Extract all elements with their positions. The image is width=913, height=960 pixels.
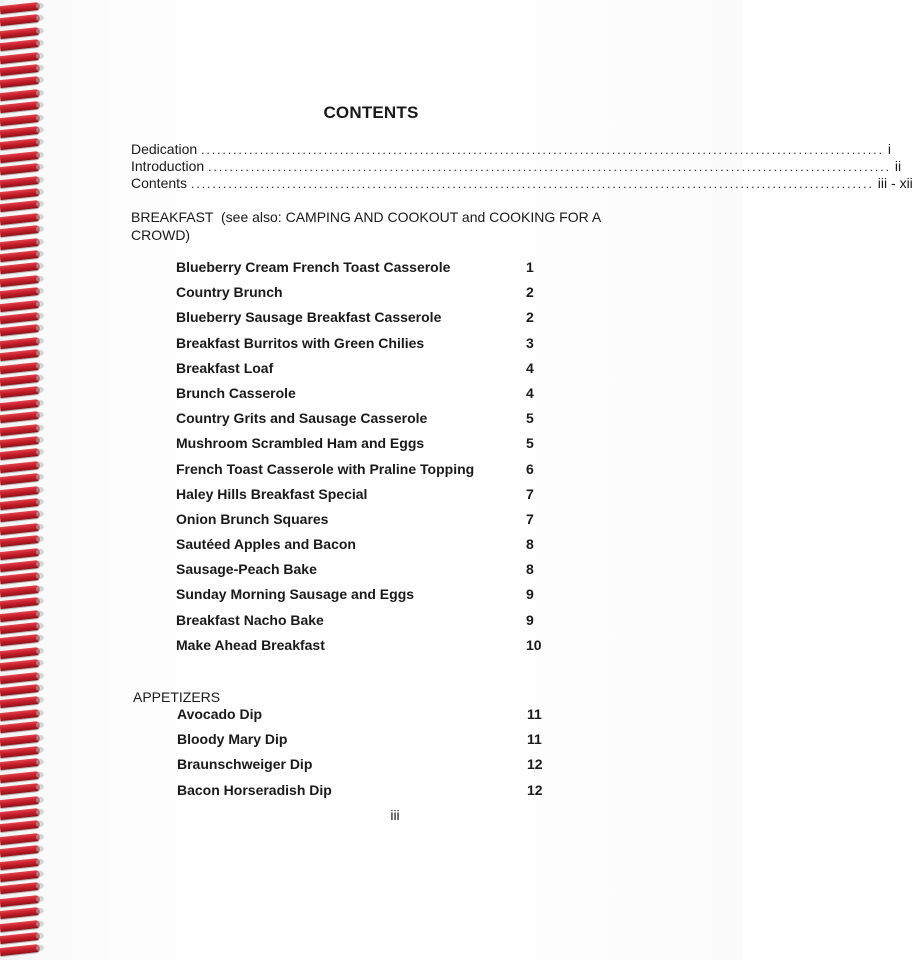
spiral-coil (0, 337, 40, 349)
recipe-page: 12 (527, 756, 543, 773)
appetizers-list (177, 706, 557, 807)
spiral-coil (0, 461, 40, 473)
front-matter-label: Introduction (131, 158, 205, 174)
recipe-name: Brunch Casserole (176, 384, 296, 401)
spiral-coil (0, 349, 40, 361)
front-matter-page: iii - xii (877, 175, 913, 191)
recipe-name: French Toast Casserole with Praline Topping (176, 460, 475, 477)
list-item (176, 335, 556, 360)
recipe-name: Blueberry Sausage Breakfast Casserole (176, 309, 442, 326)
spiral-coil (0, 138, 40, 150)
spiral-coil (0, 672, 40, 684)
spiral-coil (0, 597, 40, 609)
list-item (177, 706, 557, 731)
front-matter-label: Contents (131, 175, 188, 191)
spiral-coil (0, 560, 40, 572)
spiral-coil (0, 151, 40, 163)
recipe-page: 11 (527, 706, 542, 722)
recipe-name: Bloody Mary Dip (177, 731, 288, 748)
recipe-page: 5 (526, 410, 534, 427)
recipe-page: 2 (526, 284, 534, 301)
spiral-coil (0, 399, 40, 411)
recipe-name: Haley Hills Breakfast Special (176, 485, 368, 502)
recipe-page: 7 (526, 510, 534, 527)
spiral-coil (0, 498, 40, 510)
spiral-coil (0, 647, 40, 659)
front-matter-label: Dedication (131, 141, 198, 157)
recipe-name: Breakfast Loaf (176, 359, 274, 376)
spiral-coil (0, 870, 40, 882)
recipe-name: Blueberry Cream French Toast Casserole (176, 259, 451, 275)
spiral-coil (0, 300, 40, 312)
spiral-coil (0, 684, 40, 696)
front-matter-list (131, 141, 913, 192)
spiral-coil (0, 89, 40, 101)
list-item (176, 435, 556, 460)
recipe-page: 5 (526, 435, 534, 452)
recipe-name: Sunday Morning Sausage and Eggs (176, 586, 415, 603)
recipe-name: Mushroom Scrambled Ham and Eggs (176, 435, 425, 452)
recipe-name: Sautéed Apples and Bacon (176, 536, 356, 553)
spiral-coil (0, 696, 40, 708)
spiral-coil (0, 920, 40, 932)
list-item (176, 536, 556, 561)
spiral-coil (0, 14, 40, 26)
recipe-page: 9 (526, 611, 534, 628)
recipe-page: 8 (526, 536, 534, 553)
recipe-name: Onion Brunch Squares (176, 510, 329, 527)
recipe-name: Braunschweiger Dip (177, 756, 313, 773)
spiral-coil (0, 932, 40, 944)
spiral-coil (0, 386, 40, 398)
spiral-coil (0, 2, 40, 14)
spiral-coil (0, 200, 40, 212)
recipe-page: 12 (527, 781, 543, 798)
recipe-page: 7 (526, 485, 534, 502)
spiral-coil (0, 882, 40, 894)
list-item (176, 586, 556, 611)
spiral-coil (0, 659, 40, 671)
spiral-coil (0, 126, 40, 138)
list-item (176, 561, 556, 586)
spiral-coil (0, 585, 40, 597)
spiral-coil (0, 76, 40, 88)
recipe-name: Sausage-Peach Bake (176, 561, 317, 578)
spiral-coil (0, 424, 40, 436)
recipe-name: Make Ahead Breakfast (176, 636, 325, 653)
page-number: iii (390, 807, 400, 823)
spiral-coil (0, 250, 40, 262)
section-heading-breakfast (131, 208, 651, 244)
dot-leader: ................................................................................................................................ (201, 143, 884, 157)
spiral-coil (0, 238, 40, 250)
spiral-coil (0, 64, 40, 76)
recipe-name: Breakfast Burritos with Green Chilies (176, 334, 425, 351)
spiral-coil (0, 287, 40, 299)
spiral-coil (0, 895, 40, 907)
spiral-coil (0, 907, 40, 919)
recipe-name: Avocado Dip (177, 706, 263, 722)
spiral-coil (0, 572, 40, 584)
section-title: APPETIZERS (133, 689, 221, 705)
spiral-coil (0, 944, 40, 956)
spiral-coil (0, 721, 40, 733)
recipe-page: 3 (526, 334, 534, 351)
spiral-coil (0, 374, 40, 386)
recipe-page: 4 (526, 359, 534, 376)
section-note: (see also: CAMPING AND COOKOUT and COOKING FOR A CROWD) (131, 209, 601, 243)
spiral-coil (0, 436, 40, 448)
list-item (176, 637, 556, 662)
spiral-coil (0, 833, 40, 845)
list-item (177, 782, 557, 807)
spiral-coil (0, 52, 40, 64)
recipe-page: 9 (526, 586, 534, 603)
spiral-coil (0, 27, 40, 39)
dot-leader: ................................................................................................................................ (191, 177, 874, 191)
list-item (176, 360, 556, 385)
recipe-name: Country Grits and Sausage Casserole (176, 410, 428, 427)
spiral-coil (0, 225, 40, 237)
spiral-coil (0, 796, 40, 808)
recipe-name: Bacon Horseradish Dip (177, 781, 332, 798)
spiral-coil (0, 176, 40, 188)
spiral-coil (0, 548, 40, 560)
spiral-coil (0, 448, 40, 460)
spiral-coil (0, 634, 40, 646)
front-matter-row (131, 141, 892, 158)
list-item (176, 385, 556, 410)
recipe-page: 10 (526, 636, 542, 653)
list-item (176, 612, 556, 637)
recipe-page: 4 (526, 384, 534, 401)
list-item (176, 461, 556, 486)
section-title: BREAKFAST (131, 209, 214, 225)
page-title: CONTENTS (323, 103, 419, 122)
spiral-coil (0, 709, 40, 721)
recipe-page: 1 (526, 259, 534, 275)
front-matter-row (131, 175, 913, 192)
spiral-coil (0, 188, 40, 200)
list-item (176, 284, 556, 309)
front-matter-row (131, 158, 902, 175)
spiral-coil (0, 858, 40, 870)
spiral-coil (0, 486, 40, 498)
list-item (176, 309, 556, 334)
breakfast-list (176, 259, 556, 662)
recipe-page: 11 (527, 731, 542, 748)
spiral-coil (0, 163, 40, 175)
front-matter-page: ii (894, 158, 902, 174)
spiral-coil (0, 610, 40, 622)
recipe-name: Country Brunch (176, 284, 283, 301)
spiral-coil (0, 771, 40, 783)
spiral-coil (0, 746, 40, 758)
list-item (176, 259, 556, 284)
spiral-coil (0, 622, 40, 634)
recipe-name: Breakfast Nacho Bake (176, 611, 324, 628)
spiral-coil (0, 535, 40, 547)
list-item (176, 486, 556, 511)
spiral-coil (0, 845, 40, 857)
spiral-coil (0, 324, 40, 336)
list-item (177, 756, 557, 781)
list-item (176, 511, 556, 536)
section-heading-appetizers (133, 688, 653, 706)
spiral-coil (0, 734, 40, 746)
spiral-coil (0, 473, 40, 485)
recipe-page: 2 (526, 309, 534, 326)
spiral-coil (0, 758, 40, 770)
spiral-coil (0, 312, 40, 324)
front-matter-page: i (887, 141, 892, 157)
spiral-coil (0, 523, 40, 535)
spiral-coil (0, 275, 40, 287)
spiral-coil (0, 262, 40, 274)
dot-leader: ................................................................................................................................ (208, 160, 891, 174)
spiral-coil (0, 362, 40, 374)
spiral-coil (0, 411, 40, 423)
spiral-coil (0, 783, 40, 795)
list-item (177, 731, 557, 756)
spiral-coil (0, 213, 40, 225)
spiral-coil (0, 39, 40, 51)
recipe-page: 8 (526, 561, 534, 578)
list-item (176, 410, 556, 435)
recipe-page: 6 (526, 460, 534, 477)
spiral-coil (0, 510, 40, 522)
